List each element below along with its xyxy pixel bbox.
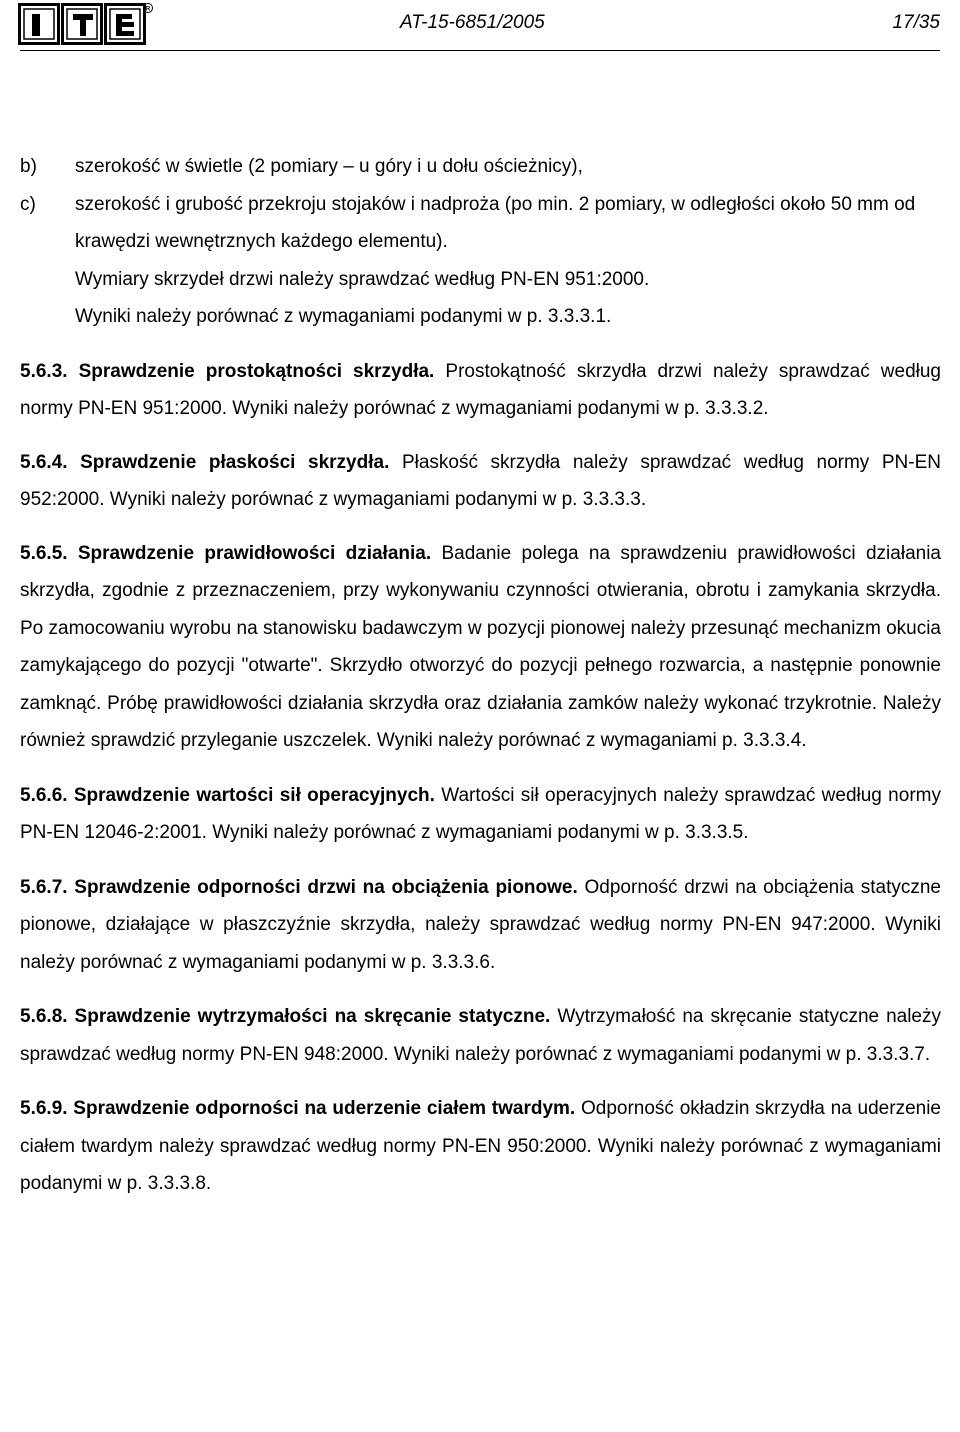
list-item — [20, 186, 941, 261]
section-heading: 5.6.9. Sprawdzenie odporności na uderzenie ciałem twardym. — [20, 1098, 576, 1119]
section-heading: 5.6.7. Sprawdzenie odporności drzwi na obciążenia pionowe. — [20, 876, 578, 898]
section-text: Odporność okładzin skrzydła na uderzenie ciałem twardym należy sprawdzać według normy PN-EN 950:2000. Wyniki należy porównać z wymaganiami podanymi w p. 3.3.3.8. — [20, 1098, 941, 1194]
itb-logo — [18, 2, 153, 48]
list-item — [20, 148, 941, 186]
section-text: Odporność drzwi na obciążenia statyczne pionowe, działające w płaszczyźnie skrzydła, należy sprawdzać według normy PN-EN 947:2000. Wyniki należy porównać z wymaganiami podanymi w p. 3.3.3.6. — [20, 876, 941, 973]
note-dimensions: Wymiary skrzydeł drzwi należy sprawdzać według PN-EN 951:2000. — [75, 268, 650, 290]
document-reference: AT-15-6851/2005 — [400, 12, 545, 33]
list-marker: b) — [20, 156, 37, 177]
page-number: 17/35 — [892, 12, 940, 33]
section-5-6-7 — [20, 869, 941, 982]
section-text: Wartości sił operacyjnych należy sprawdzać według normy PN-EN 12046-2:2001. Wyniki należy porównać z wymaganiami podanymi w p. 3.3.3.5. — [20, 784, 941, 843]
section-text: Badanie polega na sprawdzeniu prawidłowości działania skrzydła, zgodnie z przeznaczeniem, przy wykonywaniu czynności otwierania, obrotu i zamykania skrzydła. Po zamocowaniu wyrobu na stanowisku badawczym w pozycji pionowej należy przesunąć mechanizm okucia zamykającego do pozycji "otwarte". Skrzydło otworzyć do pozycji pełnego rozwarcia, a następnie ponownie zamknąć. Próbę prawidłowości działania skrzydła oraz działania zamków należy wykonać trzykrotnie. Należy również sprawdzić przyleganie uszczelek. Wyniki należy porównać z wymaganiami p. 3.3.3.4. — [20, 542, 941, 751]
section-heading: 5.6.3. Sprawdzenie prostokątności skrzydła. — [20, 360, 435, 382]
section-text: Prostokątność skrzydła drzwi należy sprawdzać według normy PN-EN 951:2000. Wyniki należy porównać z wymaganiami podanymi w p. 3.3.3.2. — [20, 360, 941, 419]
section-5-6-8 — [20, 998, 941, 1073]
section-5-6-4 — [20, 444, 941, 519]
note-results: Wyniki należy porównać z wymaganiami podanymi w p. 3.3.3.1. — [75, 306, 612, 327]
section-5-6-9 — [20, 1090, 941, 1203]
section-text: Płaskość skrzydła należy sprawdzać według normy PN-EN 952:2000. Wyniki należy porównać z wymaganiami podanymi w p. 3.3.3.3. — [20, 451, 941, 510]
section-heading: 5.6.5. Sprawdzenie prawidłowości działania. — [20, 542, 432, 564]
section-5-6-6 — [20, 777, 941, 852]
page-header — [0, 0, 960, 52]
section-text: Wytrzymałość na skręcanie statyczne należy sprawdzać według normy PN-EN 948:2000. Wyniki należy porównać z wymaganiami podanymi w p. 3.3.3.7. — [20, 1006, 942, 1065]
section-5-6-3 — [20, 353, 941, 428]
section-heading: 5.6.8. Sprawdzenie wytrzymałości na skręcanie statyczne. — [20, 1006, 551, 1027]
document-body — [20, 148, 941, 1203]
section-heading: 5.6.4. Sprawdzenie płaskości skrzydła. — [20, 451, 390, 473]
list-item-text: szerokość w świetle (2 pomiary – u góry i u dołu ościeżnicy), — [75, 156, 583, 177]
list-marker: c) — [20, 193, 36, 215]
svg-text:R: R — [145, 6, 151, 13]
header-divider — [20, 50, 940, 51]
section-heading: 5.6.6. Sprawdzenie wartości sił operacyjnych. — [20, 784, 435, 806]
list-item-text: szerokość i grubość przekroju stojaków i nadproża (po min. 2 pomiary, w odległości około 50 mm od krawędzi wewnętrznych każdego elementu). — [75, 193, 916, 252]
section-5-6-5 — [20, 535, 941, 760]
